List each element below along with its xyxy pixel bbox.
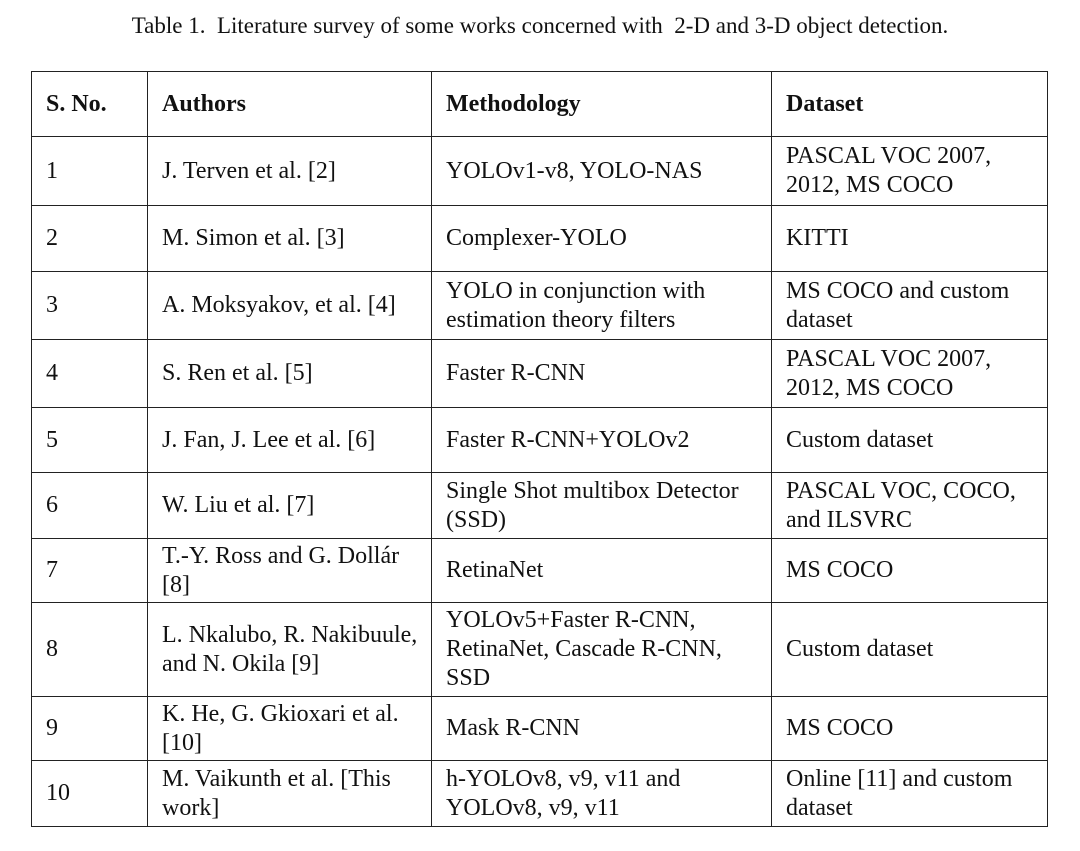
table-row [32, 340, 1048, 408]
cell-methodology: YOLOv5+Faster R-CNN, RetinaNet, Cascade R-CNN, SSD [432, 603, 772, 697]
cell-dataset: PASCAL VOC, COCO, and ILSVRC [772, 473, 1048, 539]
cell-sno: 4 [32, 340, 148, 408]
cell-sno: 3 [32, 272, 148, 340]
cell-dataset: Custom dataset [772, 603, 1048, 697]
cell-methodology: Faster R-CNN+YOLOv2 [432, 408, 772, 473]
cell-dataset: MS COCO [772, 539, 1048, 603]
cell-authors: A. Moksyakov, et al. [4] [148, 272, 432, 340]
header-methodology: Methodology [432, 72, 772, 137]
cell-authors: J. Fan, J. Lee et al. [6] [148, 408, 432, 473]
header-dataset: Dataset [772, 72, 1048, 137]
cell-dataset: PASCAL VOC 2007, 2012, MS COCO [772, 137, 1048, 206]
cell-authors: J. Terven et al. [2] [148, 137, 432, 206]
cell-sno: 9 [32, 697, 148, 761]
literature-survey-table [31, 71, 1048, 827]
cell-methodology: Complexer-YOLO [432, 206, 772, 272]
cell-sno: 5 [32, 408, 148, 473]
cell-sno: 1 [32, 137, 148, 206]
cell-authors: L. Nkalubo, R. Nakibuule, and N. Okila [9] [148, 603, 432, 697]
cell-authors: M. Simon et al. [3] [148, 206, 432, 272]
table-row [32, 272, 1048, 340]
cell-methodology: Single Shot multibox Detector (SSD) [432, 473, 772, 539]
cell-dataset: PASCAL VOC 2007, 2012, MS COCO [772, 340, 1048, 408]
table-header-row [32, 72, 1048, 137]
cell-authors: M. Vaikunth et al. [This work] [148, 761, 432, 827]
cell-sno: 2 [32, 206, 148, 272]
cell-methodology: Mask R-CNN [432, 697, 772, 761]
cell-methodology: RetinaNet [432, 539, 772, 603]
table-row [32, 408, 1048, 473]
header-sno: S. No. [32, 72, 148, 137]
cell-methodology: h-YOLOv8, v9, v11 and YOLOv8, v9, v11 [432, 761, 772, 827]
table-row [32, 539, 1048, 603]
cell-dataset: MS COCO [772, 697, 1048, 761]
cell-methodology: YOLO in conjunction with estimation theory filters [432, 272, 772, 340]
cell-dataset: KITTI [772, 206, 1048, 272]
table-row [32, 697, 1048, 761]
cell-dataset: Online [11] and custom dataset [772, 761, 1048, 827]
cell-dataset: Custom dataset [772, 408, 1048, 473]
cell-dataset: MS COCO and custom dataset [772, 272, 1048, 340]
cell-sno: 6 [32, 473, 148, 539]
table-row [32, 473, 1048, 539]
cell-methodology: YOLOv1-v8, YOLO-NAS [432, 137, 772, 206]
cell-sno: 10 [32, 761, 148, 827]
cell-sno: 7 [32, 539, 148, 603]
cell-authors: W. Liu et al. [7] [148, 473, 432, 539]
header-authors: Authors [148, 72, 432, 137]
cell-authors: K. He, G. Gkioxari et al. [10] [148, 697, 432, 761]
cell-methodology: Faster R-CNN [432, 340, 772, 408]
cell-authors: S. Ren et al. [5] [148, 340, 432, 408]
cell-authors: T.-Y. Ross and G. Dollár [8] [148, 539, 432, 603]
table-row [32, 206, 1048, 272]
table-caption: Table 1. Literature survey of some works concerned with 2-D and 3-D object detection. [131, 13, 949, 38]
table-row [32, 761, 1048, 827]
table-row [32, 137, 1048, 206]
cell-sno: 8 [32, 603, 148, 697]
table-row [32, 603, 1048, 697]
